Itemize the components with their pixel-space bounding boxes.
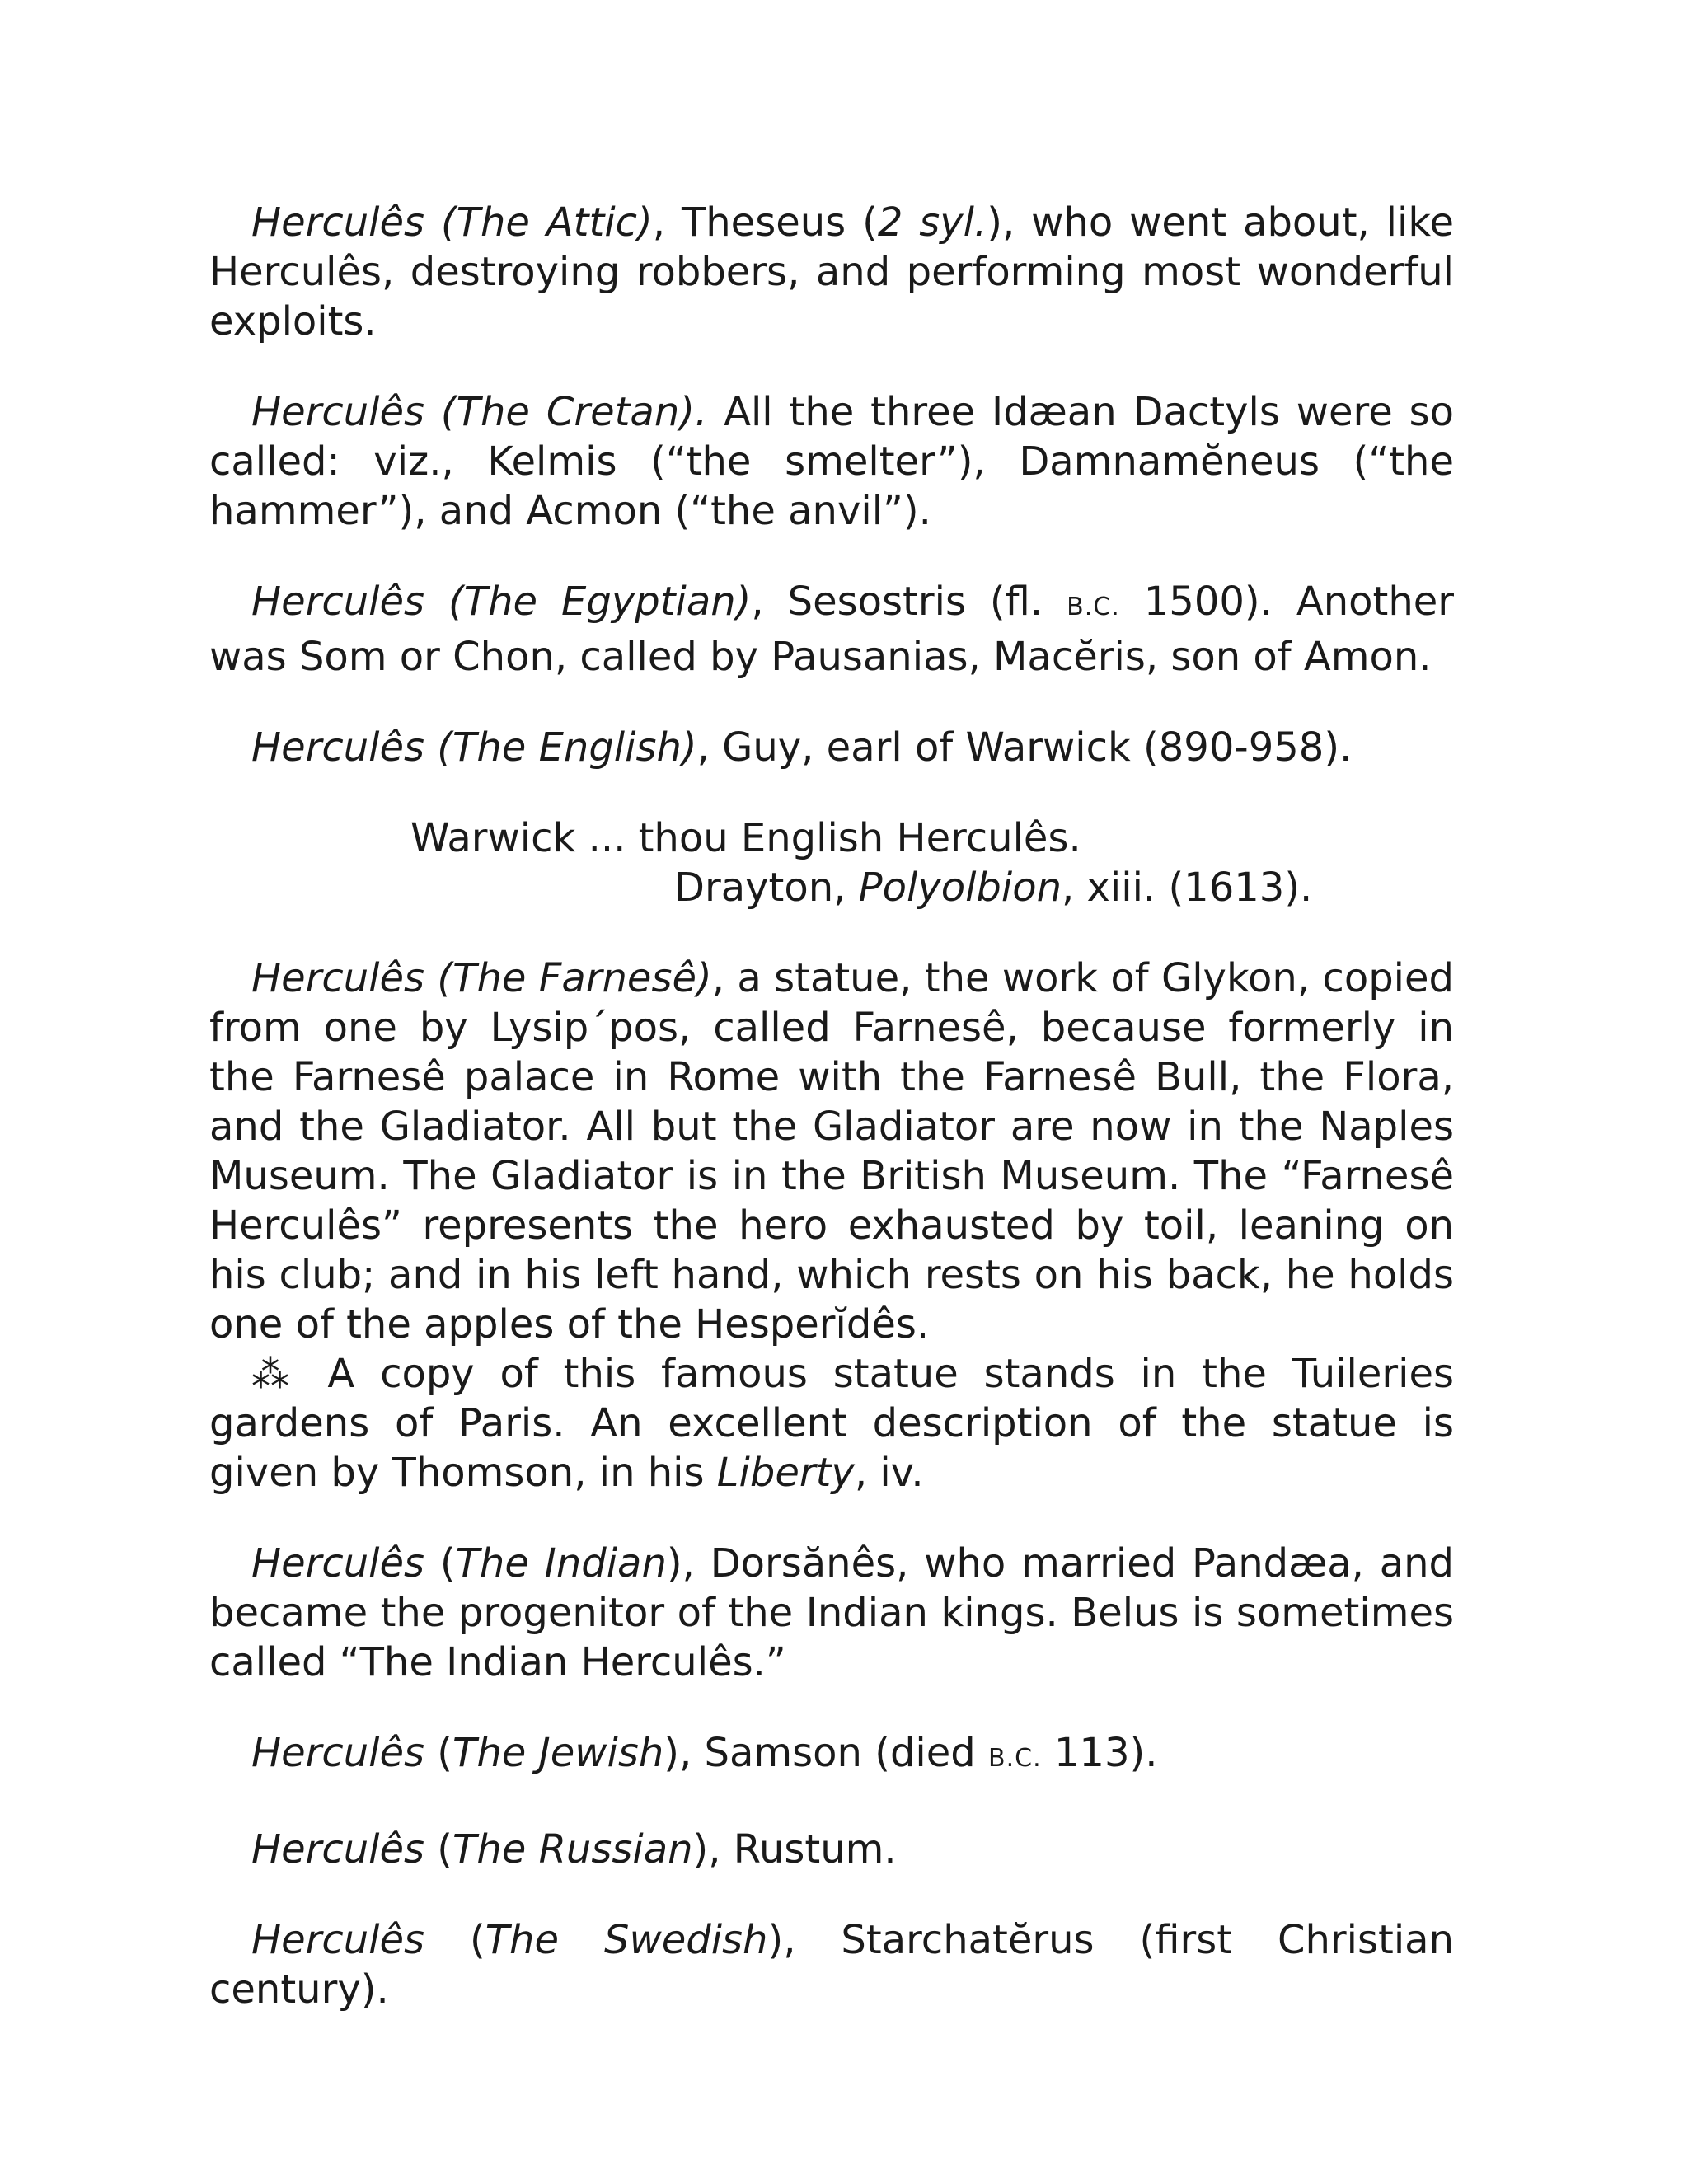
- entry-heading-qualifier: The Russian: [452, 1826, 693, 1872]
- entry-swedish: [209, 1915, 1454, 2014]
- entry-text: 1500). Another was Som or Chon, called by Pausanias, Macĕris, son of Amon.: [209, 579, 1455, 680]
- entry-text: (: [424, 1540, 456, 1586]
- note-work: Liberty: [716, 1450, 855, 1496]
- note-text: A copy of this famous statue stands in the Tuileries gardens of Paris. An excellent description of the statue is given by Thomson, in his: [209, 1351, 1455, 1496]
- entry-attic: [209, 198, 1454, 346]
- entry-text: (: [424, 1826, 453, 1872]
- entry-text: (: [424, 1917, 485, 1963]
- entry-text-italic: 2 syl.: [877, 199, 987, 246]
- entry-text: ), who went about, like Herculês, destroying robbers, and performing most wonderful exploits.: [209, 199, 1454, 344]
- entry-indian: [209, 1539, 1454, 1687]
- entry-heading-qualifier: The Swedish: [485, 1917, 768, 1963]
- entry-text: 113).: [1041, 1730, 1158, 1776]
- entry-text: ), Rustum.: [692, 1826, 897, 1872]
- quote-citation: [209, 863, 1454, 912]
- entry-heading: Herculês (The English): [251, 724, 697, 771]
- entry-text: , Theseus (: [652, 199, 878, 246]
- verse-quotation: [209, 813, 1454, 912]
- entry-english: [209, 723, 1454, 772]
- entry-text: , a statue, the work of Glykon, copied from one by Lysip´pos, called Farnesê, because formerly in the Farnesê palace in Rome with the Farnesê Bull, the Flora, and the Gladiator. All but the Gladiator are now in the Naples Museum. The Gladiator is in the British Museum. The “Farnesê Herculês” represents the hero exhausted by toil, leaning on his club; and in his left hand, which rests on his back, he holds one of the apples of the Hesperĭdês.: [209, 955, 1454, 1347]
- entry-heading-qualifier: The Indian: [455, 1540, 667, 1586]
- entry-heading: Herculês (The Farnesê): [251, 955, 712, 1001]
- entry-heading: Herculês: [251, 1826, 425, 1872]
- entry-heading: Herculês: [251, 1917, 425, 1963]
- entry-cretan: [209, 387, 1454, 536]
- entry-text: All the three Idæan Dactyls were so called: viz., Kelmis (“the smelter”), Damnamĕneus (“the hammer”), and Acmon (“the anvil”).: [209, 389, 1455, 534]
- entry-text: ), Samson (died: [663, 1730, 989, 1776]
- entry-text: (: [424, 1730, 453, 1776]
- citation-details: , xiii. (1613).: [1062, 865, 1313, 911]
- citation-work: Polyolbion: [858, 865, 1062, 911]
- small-caps-era: B.C.: [1067, 593, 1120, 621]
- entry-heading: Herculês (The Attic): [251, 199, 653, 246]
- note-text: , iv.: [854, 1450, 924, 1496]
- entry-text: ), Starchatĕrus (first Christian century).: [209, 1917, 1454, 2013]
- entry-russian: [209, 1825, 1454, 1874]
- entry-farnese: [209, 954, 1454, 1497]
- entry-heading: Herculês: [251, 1730, 425, 1776]
- entry-heading: Herculês: [251, 1540, 425, 1586]
- text-column: [209, 198, 1454, 2055]
- entry-egyptian: [209, 577, 1454, 682]
- entry-paragraph: [209, 954, 1454, 1349]
- small-caps-era: B.C.: [988, 1744, 1042, 1773]
- asterism-mark: ⁂: [251, 1352, 302, 1396]
- entry-heading: Herculês (The Egyptian): [251, 579, 752, 625]
- entry-heading-qualifier: The Jewish: [452, 1730, 664, 1776]
- entry-text: ), Dorsănês, who married Pandæa, and became the progenitor of the Indian kings. Belus is sometimes called “The Indian Herculês.”: [209, 1540, 1455, 1685]
- entry-jewish: [209, 1728, 1454, 1783]
- citation-author: Drayton,: [674, 865, 859, 911]
- entry-heading: Herculês (The Cretan).: [251, 389, 708, 435]
- quote-line: Warwick ... thou English Herculês.: [410, 815, 1081, 861]
- entry-text: , Sesostris (fl.: [751, 579, 1067, 625]
- entry-text: , Guy, earl of Warwick (890-958).: [696, 724, 1353, 771]
- entry-note: [209, 1349, 1454, 1497]
